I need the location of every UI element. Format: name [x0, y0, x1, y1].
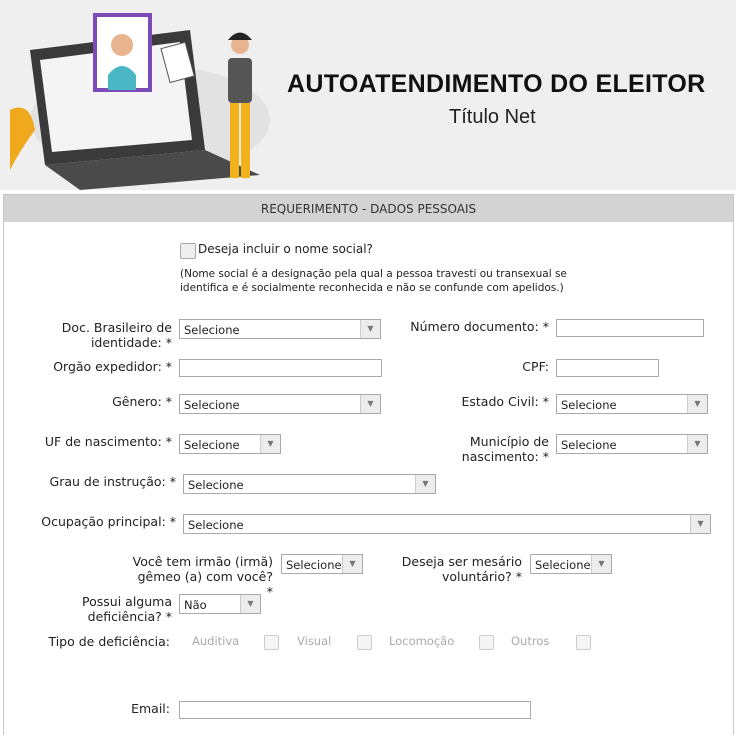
social-name-note: (Nome social é a designação pela qual a pessoa travesti ou transexual se identifica e é socialmente reconhecida e não se confunde com apelidos.)	[180, 268, 567, 294]
gemeo-value: Selecione	[286, 558, 342, 572]
tipo-deficiencia-label: Tipo de deficiência:	[48, 634, 170, 649]
uf-value: Selecione	[184, 438, 240, 452]
auditiva-checkbox[interactable]	[264, 635, 279, 650]
municipio-value: Selecione	[561, 438, 617, 452]
grau-label: Grau de instrução: *	[49, 474, 176, 489]
social-name-label: Deseja incluir o nome social?	[198, 242, 373, 256]
gemeo-label: Você tem irmão (irmã) gêmeo (a) com você? *	[132, 554, 273, 599]
ocupacao-value: Selecione	[188, 518, 244, 532]
estado-civil-value: Selecione	[561, 398, 617, 412]
option-locomocao-label: Locomoção	[389, 634, 455, 648]
app-title: AUTOATENDIMENTO DO ELEITOR	[287, 70, 706, 98]
option-visual-label: Visual	[297, 634, 332, 648]
chevron-down-icon: ▼	[690, 515, 710, 533]
email-input[interactable]	[179, 701, 531, 719]
chevron-down-icon: ▼	[591, 555, 611, 573]
gemeo-select[interactable]	[281, 554, 363, 574]
uf-select[interactable]	[179, 434, 281, 454]
cpf-input[interactable]	[556, 359, 659, 377]
chevron-down-icon: ▼	[687, 395, 707, 413]
doc-select[interactable]	[179, 319, 381, 339]
numero-input[interactable]	[556, 319, 704, 337]
genero-label: Gênero: *	[112, 394, 172, 409]
deficiencia-value: Não	[184, 598, 207, 612]
ocupacao-label: Ocupação principal: *	[41, 514, 176, 529]
social-name-checkbox[interactable]	[180, 243, 196, 259]
chevron-down-icon: ▼	[240, 595, 260, 613]
uf-label: UF de nascimento: *	[44, 434, 172, 449]
chevron-down-icon: ▼	[342, 555, 362, 573]
municipio-label: Município de nascimento: *	[461, 434, 549, 464]
mesario-value: Selecione	[535, 558, 591, 572]
chevron-down-icon: ▼	[260, 435, 280, 453]
app-subtitle: Título Net	[449, 106, 536, 128]
header-banner	[0, 0, 736, 190]
option-outros-label: Outros	[511, 634, 550, 648]
mesario-label: Deseja ser mesário voluntário? *	[401, 554, 522, 584]
orgao-input[interactable]	[179, 359, 382, 377]
orgao-label: Orgão expedidor: *	[53, 359, 172, 374]
email-label: Email:	[131, 701, 170, 716]
section-title: REQUERIMENTO - DADOS PESSOAIS	[4, 195, 733, 222]
doc-label: Doc. Brasileiro de identidade: *	[61, 320, 172, 350]
option-auditiva-label: Auditiva	[192, 634, 240, 648]
visual-checkbox[interactable]	[357, 635, 372, 650]
ocupacao-select[interactable]	[183, 514, 711, 534]
genero-value: Selecione	[184, 398, 240, 412]
grau-value: Selecione	[188, 478, 244, 492]
chevron-down-icon: ▼	[360, 395, 380, 413]
locomocao-checkbox[interactable]	[479, 635, 494, 650]
chevron-down-icon: ▼	[687, 435, 707, 453]
numero-label: Número documento: *	[410, 319, 549, 334]
cpf-label: CPF:	[522, 359, 549, 374]
mesario-select[interactable]	[530, 554, 612, 574]
doc-value: Selecione	[184, 323, 240, 337]
estado-civil-label: Estado Civil: *	[461, 394, 549, 409]
deficiencia-select[interactable]	[179, 594, 261, 614]
deficiencia-label: Possui alguma deficiência? *	[82, 594, 172, 624]
outros-checkbox[interactable]	[576, 635, 591, 650]
grau-select[interactable]	[183, 474, 436, 494]
chevron-down-icon: ▼	[360, 320, 380, 338]
genero-select[interactable]	[179, 394, 381, 414]
chevron-down-icon: ▼	[415, 475, 435, 493]
municipio-select[interactable]	[556, 434, 708, 454]
estado-civil-select[interactable]	[556, 394, 708, 414]
illustration-icon	[0, 0, 280, 190]
